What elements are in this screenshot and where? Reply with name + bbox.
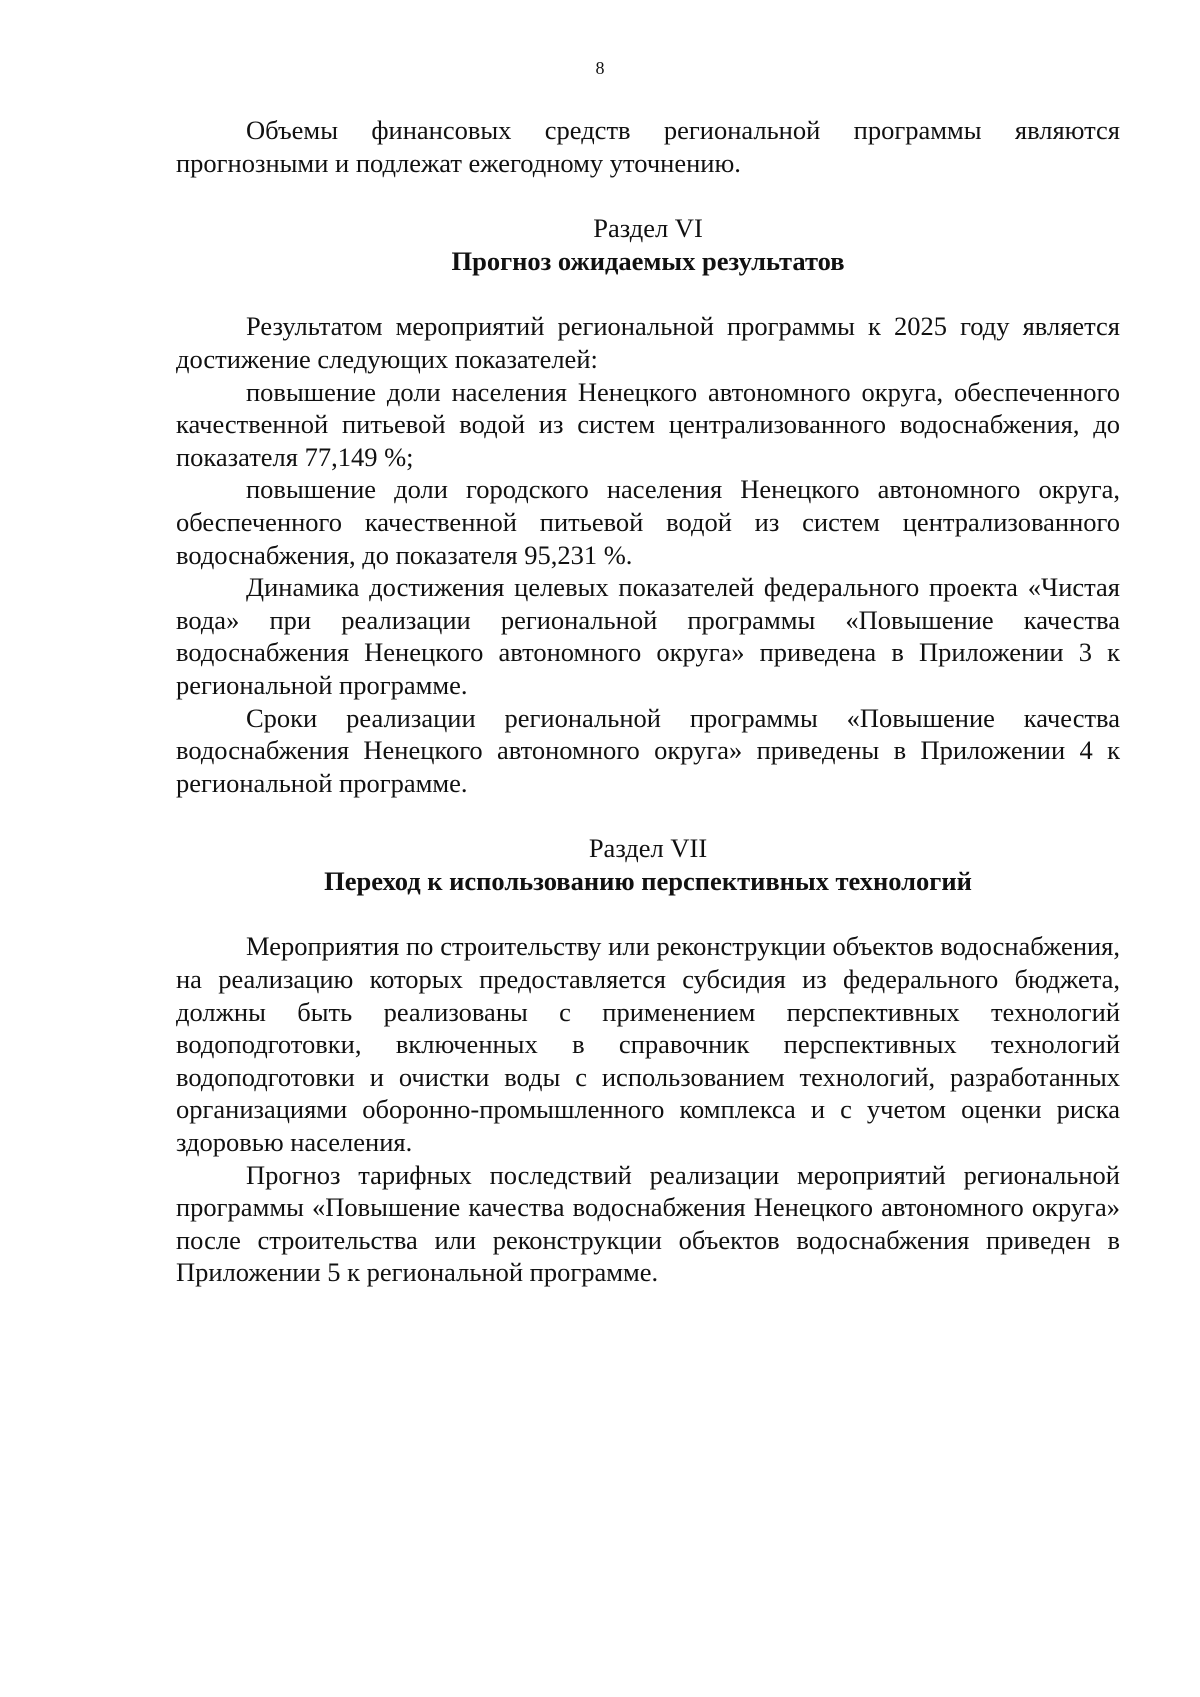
section-6-heading xyxy=(176,212,1120,277)
section-7-label: Раздел VII xyxy=(588,833,708,864)
page-number: 8 xyxy=(595,58,605,78)
paragraph-funding-forecast: Объемы финансовых средств региональной программы являются прогнозными и подлежат ежегодному уточнению. xyxy=(176,115,1120,178)
paragraph-indicator-urban-population: повышение доли городского населения Ненецкого автономного округа, обеспеченного качественной питьевой водой из систем централизованного водоснабжения, до показателя 95,231 %. xyxy=(176,474,1120,570)
paragraph-technologies: Мероприятия по строительству или реконструкции объектов водоснабжения, на реализацию которых предоставляется субсидия из федерального бюджета, должны быть реализованы с применением перспективных технологий водоподготовки, включенных в справочник перспективных технологий водоподготовки и очистки воды с использованием технологий, разработанных организациями оборонно-промышленного комплекса и с учетом оценки риска здоровью населения. xyxy=(176,931,1120,1158)
paragraph-tariff-forecast-appendix-5: Прогноз тарифных последствий реализации мероприятий региональной программы «Повышение качества водоснабжения Ненецкого автономного округа» после строительства или реконструкции объектов водоснабжения приведен в Приложении 5 к региональной программе. xyxy=(176,1159,1120,1288)
paragraph-timeline-appendix-4: Сроки реализации региональной программы «Повышение качества водоснабжения Ненецкого автономного округа» приведены в Приложении 4 к региональной программе. xyxy=(176,702,1120,798)
paragraph-dynamics-appendix-3: Динамика достижения целевых показателей федерального проекта «Чистая вода» при реализации региональной программы «Повышение качества водоснабжения Ненецкого автономного округа» приведена в Приложении 3 к региональной программе. xyxy=(176,572,1120,700)
paragraph-indicator-total-population: повышение доли населения Ненецкого автономного округа, обеспеченного качественной питьевой водой из систем централизованного водоснабжения, до показателя 77,149 %; xyxy=(176,376,1120,472)
section-6-label: Раздел VI xyxy=(593,213,703,244)
section-7-title: Переход к использованию перспективных технологий xyxy=(324,865,972,896)
document-body xyxy=(176,114,1120,1289)
paragraph-results-intro: Результатом мероприятий региональной программы к 2025 году является достижение следующих показателей: xyxy=(176,311,1120,374)
section-6-title: Прогноз ожидаемых результатов xyxy=(451,245,845,276)
section-7-heading xyxy=(176,832,1120,897)
